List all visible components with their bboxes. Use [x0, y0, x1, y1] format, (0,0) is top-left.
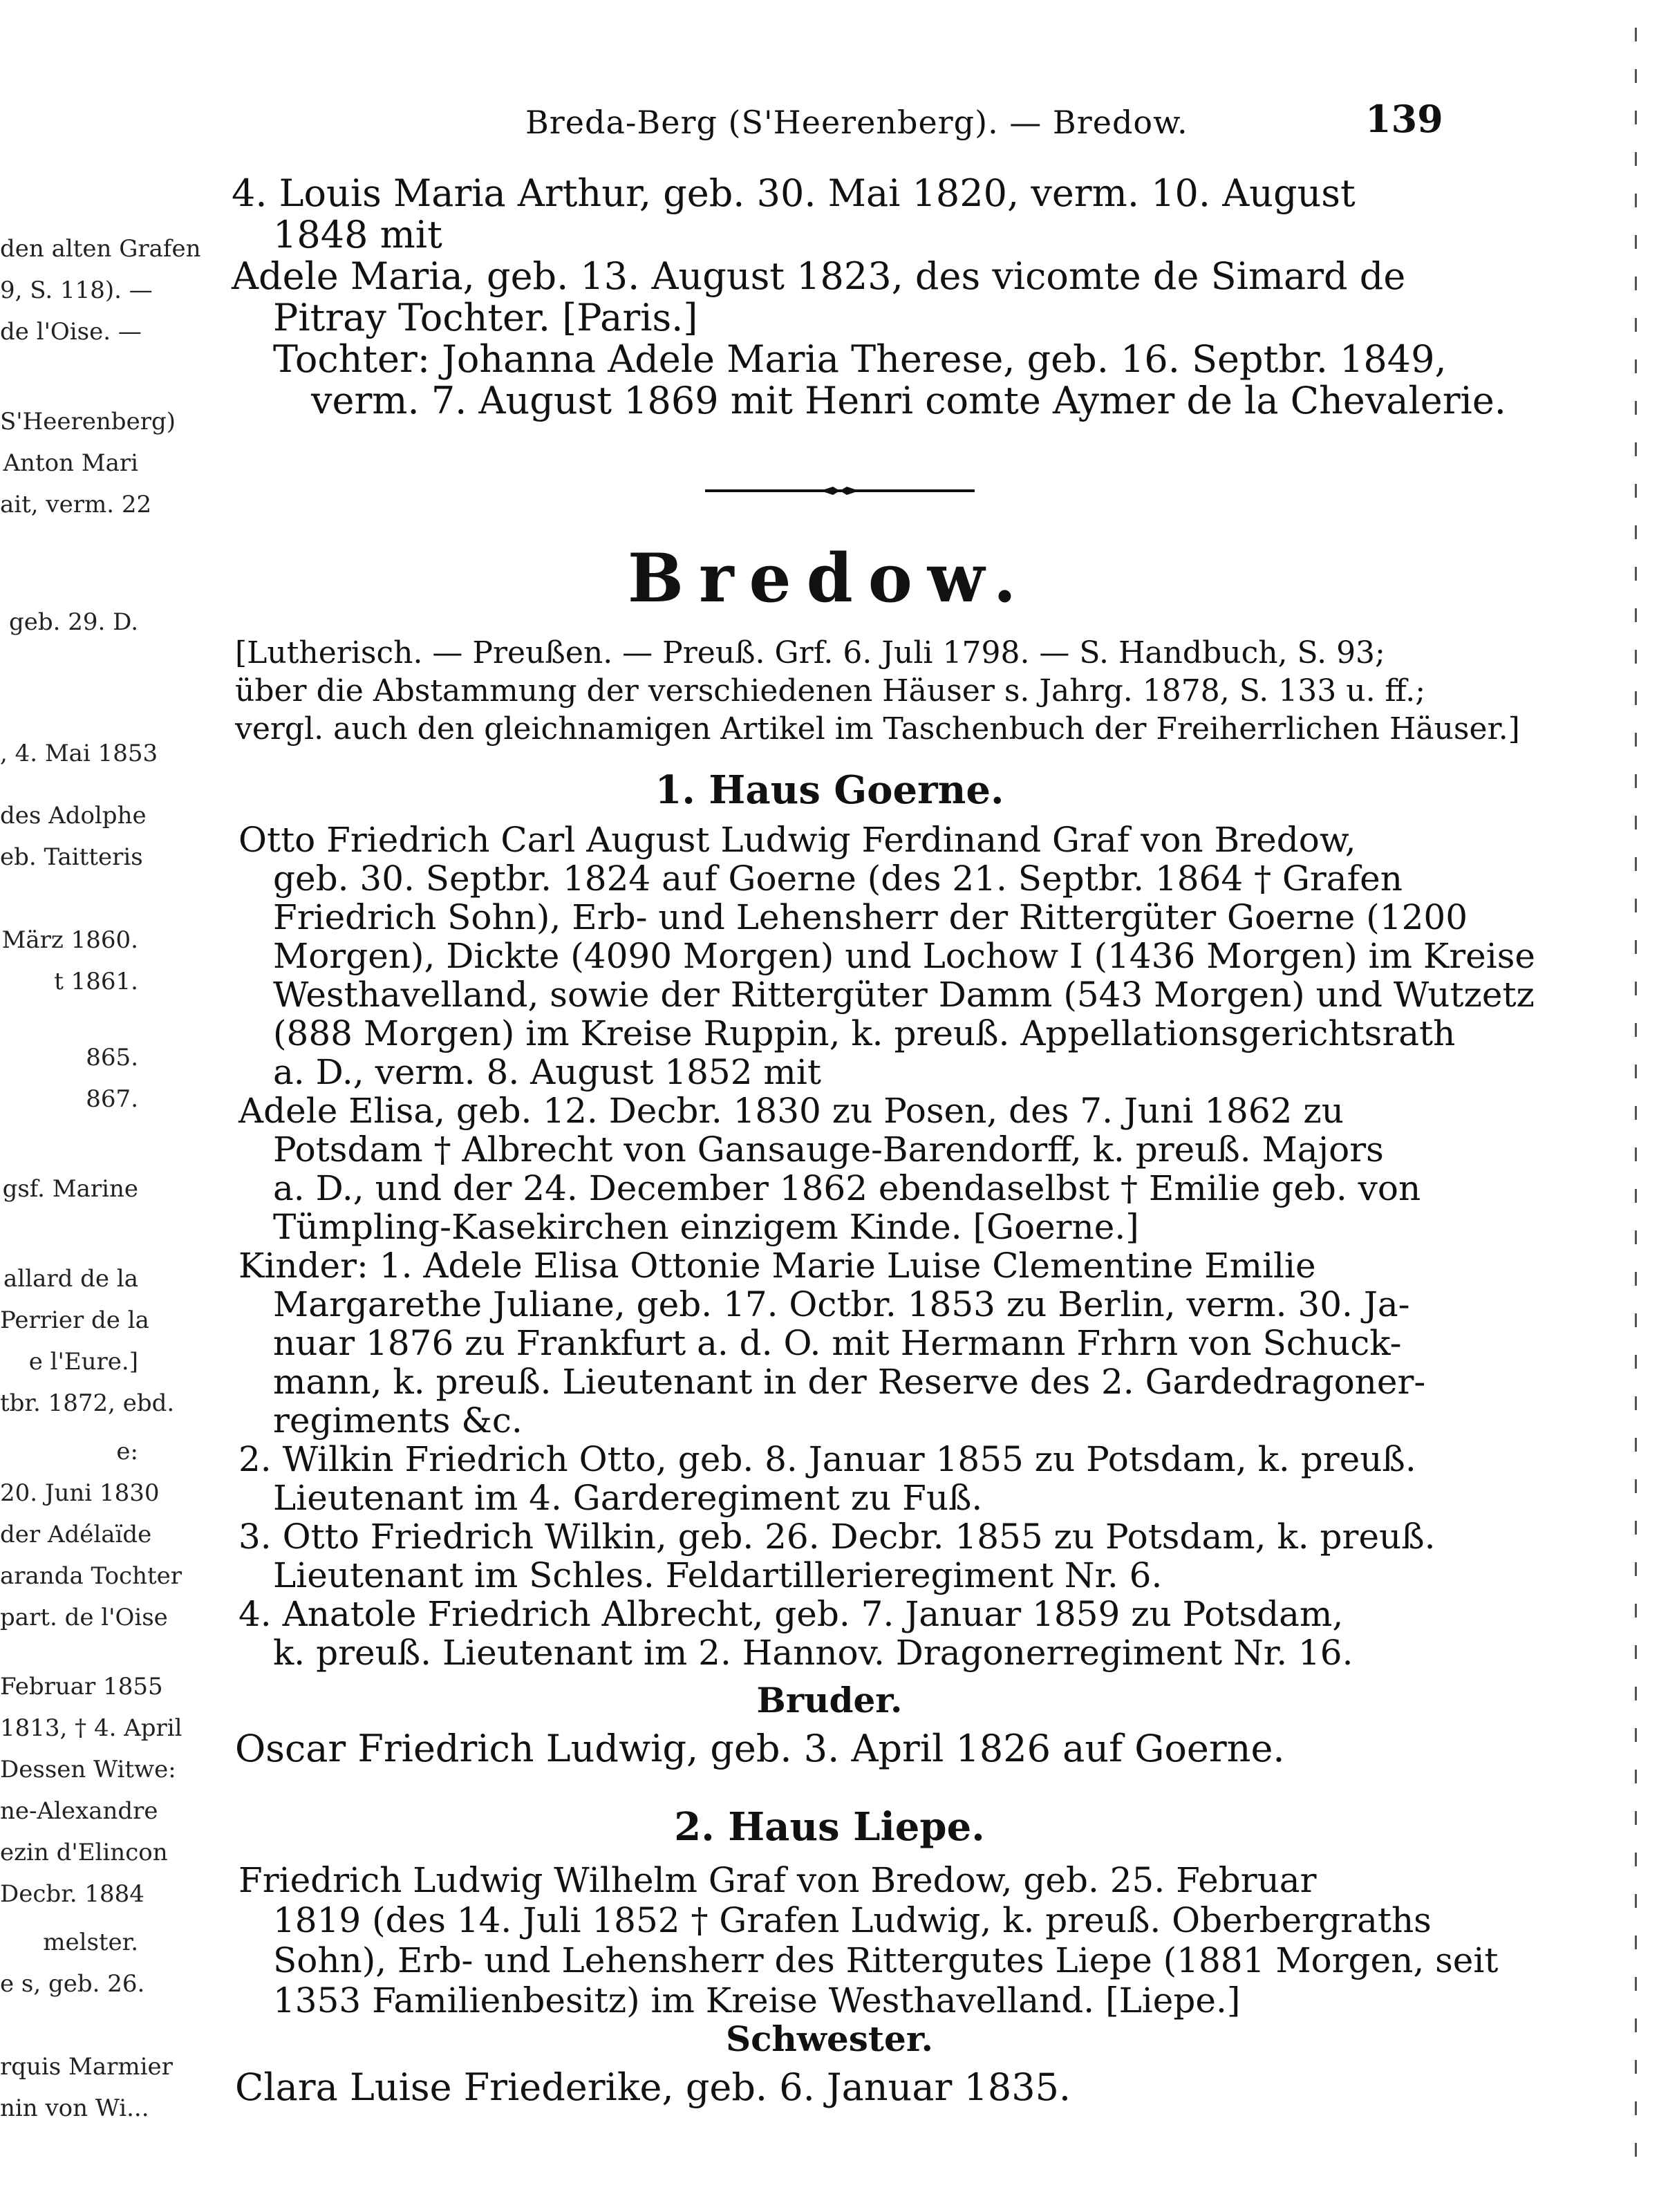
margin-fragment: geb. 29. D. — [9, 608, 138, 636]
margin-fragment: allard de la — [3, 1265, 138, 1293]
house-heading: 1. Haus Goerne. — [655, 767, 1004, 813]
text-line: k. preuß. Lieutenant im 2. Hannov. Dragonerregiment Nr. 16. — [273, 1633, 1353, 1673]
margin-fragment: part. de l'Oise — [0, 1604, 168, 1631]
margin-fragment: der Adélaïde — [0, 1521, 152, 1548]
text-line: 1848 mit — [273, 213, 442, 256]
text-line: a. D., verm. 8. August 1852 mit — [273, 1052, 821, 1092]
text-line: Pitray Tochter. [Paris.] — [273, 296, 698, 339]
text-line: Lieutenant im 4. Garderegiment zu Fuß. — [273, 1478, 983, 1518]
margin-fragment: ezin d'Elincon — [0, 1839, 168, 1866]
margin-fragment: den alten Grafen — [0, 235, 201, 263]
text-line: Kinder: 1. Adele Elisa Ottonie Marie Luise Clementine Emilie — [238, 1246, 1316, 1286]
page-number: 139 — [1365, 97, 1443, 141]
margin-fragment: t 1861. — [54, 968, 138, 995]
margin-fragment: Dessen Witwe: — [0, 1756, 176, 1783]
text-line: Adele Maria, geb. 13. August 1823, des vicomte de Simard de — [232, 254, 1406, 298]
margin-fragment: 20. Juni 1830 — [0, 1479, 160, 1507]
margin-fragment: tbr. 1872, ebd. — [0, 1389, 175, 1417]
margin-fragment: nin von Wi... — [0, 2094, 149, 2122]
margin-fragment: des Adolphe — [0, 802, 147, 830]
margin-fragment: Decbr. 1884 — [0, 1880, 144, 1908]
text-line: Margarethe Juliane, geb. 17. Octbr. 1853 zu Berlin, verm. 30. Ja- — [273, 1284, 1410, 1324]
margin-fragment: März 1860. — [1, 926, 138, 954]
text-line: 3. Otto Friedrich Wilkin, geb. 26. Decbr. 1855 zu Potsdam, k. preuß. — [238, 1517, 1436, 1557]
text-line: 4. Louis Maria Arthur, geb. 30. Mai 1820, verm. 10. August — [232, 171, 1356, 215]
text-line: Tochter: Johanna Adele Maria Therese, geb. 16. Septbr. 1849, — [273, 337, 1447, 381]
text-line: Clara Luise Friederike, geb. 6. Januar 1835. — [235, 2065, 1071, 2109]
text-line: Adele Elisa, geb. 12. Decbr. 1830 zu Posen, des 7. Juni 1862 zu — [238, 1091, 1344, 1131]
text-line: 2. Wilkin Friedrich Otto, geb. 8. Januar 1855 zu Potsdam, k. preuß. — [238, 1439, 1416, 1479]
margin-fragment: ait, verm. 22 — [0, 491, 152, 518]
margin-fragment: de l'Oise. — — [0, 318, 142, 346]
text-line: Friedrich Ludwig Wilhelm Graf von Bredow, geb. 25. Februar — [238, 1860, 1317, 1900]
margin-fragment: ne-Alexandre — [0, 1797, 158, 1825]
text-line: (888 Morgen) im Kreise Ruppin, k. preuß. Appellationsgerichtsrath — [273, 1013, 1456, 1053]
margin-fragment: aranda Tochter — [0, 1562, 182, 1590]
text-line: Morgen), Dickte (4090 Morgen) und Lochow I (1436 Morgen) im Kreise — [273, 936, 1535, 976]
text-line: a. D., und der 24. December 1862 ebendaselbst † Emilie geb. von — [273, 1168, 1421, 1208]
margin-fragment: Perrier de la — [0, 1306, 149, 1334]
intro-line: [Lutherisch. — Preußen. — Preuß. Grf. 6. Juli 1798. — S. Handbuch, S. 93; — [235, 635, 1385, 671]
text-line: 1353 Familienbesitz) im Kreise Westhavelland. [Liepe.] — [273, 1980, 1241, 2021]
intro-line: über die Abstammung der verschiedenen Häuser s. Jahrg. 1878, S. 133 u. ff.; — [235, 673, 1426, 709]
margin-fragment: , 4. Mai 1853 — [0, 740, 158, 767]
text-line: Potsdam † Albrecht von Gansauge-Barendorff, k. preuß. Majors — [273, 1130, 1384, 1170]
text-line: verm. 7. August 1869 mit Henri comte Aymer de la Chevalerie. — [311, 379, 1506, 422]
margin-fragment: e s, geb. 26. — [0, 1970, 145, 1998]
ornamental-divider — [705, 484, 975, 498]
margin-fragment: Februar 1855 — [0, 1673, 163, 1700]
margin-fragment: 1813, † 4. April — [0, 1714, 182, 1742]
text-line: nuar 1876 zu Frankfurt a. d. O. mit Hermann Frhrn von Schuck- — [273, 1323, 1402, 1363]
running-header: Breda-Berg (S'Heerenberg). — Bredow. — [525, 104, 1188, 141]
margin-fragment: 867. — [86, 1085, 138, 1113]
margin-fragment: e l'Eure.] — [28, 1348, 138, 1376]
text-line: Oscar Friedrich Ludwig, geb. 3. April 1826 auf Goerne. — [235, 1727, 1285, 1770]
margin-fragment: e: — [116, 1438, 138, 1465]
right-edge-rule — [1635, 28, 1637, 2184]
text-line: Sohn), Erb- und Lehensherr des Rittergutes Liepe (1881 Morgen, seit — [273, 1940, 1499, 1980]
text-line: mann, k. preuß. Lieutenant in der Reserve des 2. Gardedragoner- — [273, 1362, 1426, 1402]
margin-fragment: 865. — [86, 1044, 138, 1071]
text-line: geb. 30. Septbr. 1824 auf Goerne (des 21. Septbr. 1864 † Grafen — [273, 859, 1403, 899]
section-title: Bredow. — [627, 539, 1032, 617]
intro-line: vergl. auch den gleichnamigen Artikel im Taschenbuch der Freiherrlichen Häuser.] — [235, 711, 1520, 747]
text-line: Otto Friedrich Carl August Ludwig Ferdinand Graf von Bredow, — [238, 820, 1356, 860]
margin-fragment: melster. — [43, 1929, 138, 1956]
text-line: 4. Anatole Friedrich Albrecht, geb. 7. Januar 1859 zu Potsdam, — [238, 1594, 1344, 1634]
margin-fragment: 9, S. 118). — — [0, 276, 153, 304]
house-heading: 2. Haus Liepe. — [674, 1804, 985, 1850]
left-margin-bleedthrough — [0, 0, 201, 2212]
brother-heading: Bruder. — [756, 1680, 903, 1721]
margin-fragment: rquis Marmier — [0, 2053, 173, 2081]
margin-fragment: Anton Mari — [3, 449, 138, 477]
text-line: Tümpling-Kasekirchen einzigem Kinde. [Goerne.] — [273, 1207, 1139, 1247]
text-line: regiments &c. — [273, 1400, 523, 1441]
text-line: Friedrich Sohn), Erb- und Lehensherr der Rittergüter Goerne (1200 — [273, 897, 1468, 937]
margin-fragment: gsf. Marine — [2, 1175, 138, 1203]
margin-fragment: eb. Taitteris — [0, 843, 143, 871]
sister-heading: Schwester. — [726, 2018, 933, 2059]
margin-fragment: S'Heerenberg) — [0, 408, 176, 435]
text-line: Westhavelland, sowie der Rittergüter Damm (543 Morgen) und Wutzetz — [273, 975, 1535, 1015]
text-line: Lieutenant im Schles. Feldartillerieregiment Nr. 6. — [273, 1555, 1163, 1595]
text-line: 1819 (des 14. Juli 1852 † Grafen Ludwig, k. preuß. Oberbergraths — [273, 1900, 1432, 1940]
